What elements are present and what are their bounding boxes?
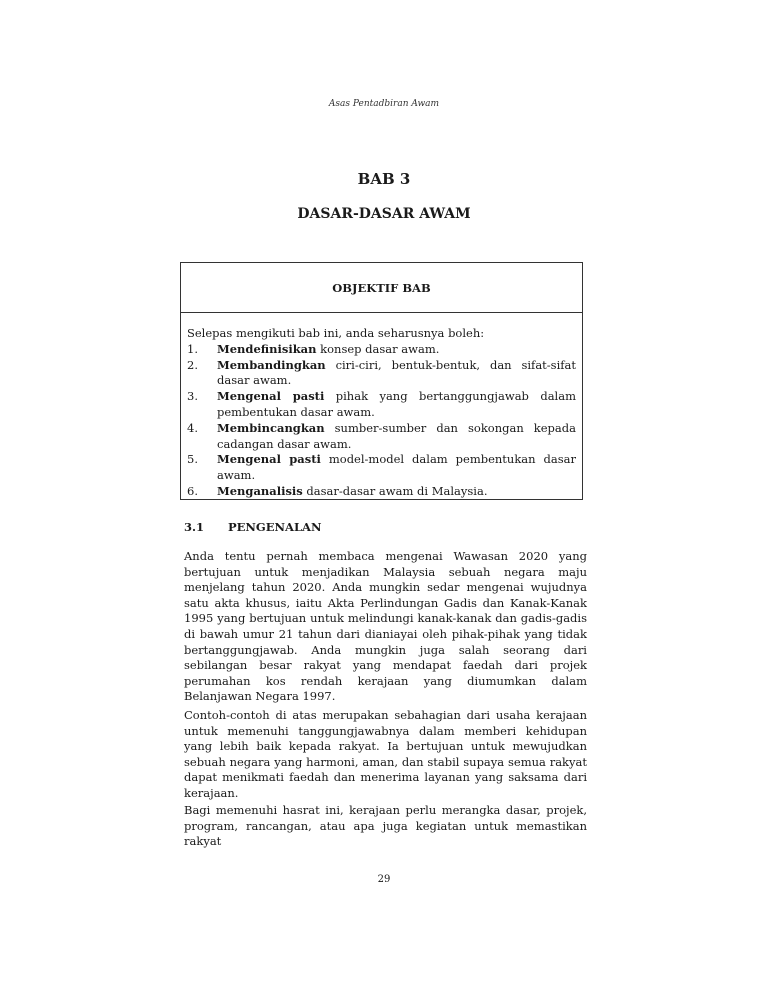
page-number: 29 [377, 874, 391, 885]
objective-rest: dasar-dasar awam di Malaysia. [302, 483, 488, 498]
running-header: Asas Pentadbiran Awam [328, 99, 440, 109]
list-item-number: 3. [187, 389, 198, 404]
objectives-intro: Selepas mengikuti bab ini, anda seharusnya boleh: [187, 326, 485, 340]
objectives-list [187, 342, 576, 500]
objectives-body [181, 313, 582, 500]
list-item [187, 484, 576, 500]
paragraph: Anda tentu pernah membaca mengenai Wawasan 2020 yang bertujuan untuk menjadikan Malaysia sebuah negara maju menjelang tahun 2020. Anda mungkin sedar mengenai wujudnya satu akta khusus, iaitu Akta Perlindungan Gadis dan Kanak-Kanak 1995 yang bertujuan untuk melindungi kanak-kanak dan gadis-gadis di bawah umur 21 tahun dari dianiayai oleh pihak-pihak yang tidak bertanggungjawab. Anda mungkin juga salah seorang dari sebilangan besar rakyat yang mendapat faedah dari projek perumahan kos rendah kerajaan yang diumumkan dalam Belanjawan Negara 1997. [184, 549, 587, 704]
objective-verb: Mengenal pasti [217, 389, 325, 404]
list-item-number: 4. [187, 420, 198, 435]
list-item [187, 421, 576, 453]
list-item-text [217, 358, 576, 390]
list-item-number: 2. [187, 357, 198, 372]
list-item [187, 389, 576, 421]
list-item-text [217, 342, 576, 358]
chapter-number: BAB 3 [357, 170, 411, 188]
objective-verb: Mengenal pasti [217, 452, 321, 467]
list-item [187, 452, 576, 484]
objective-verb: Membincangkan [217, 420, 325, 435]
objective-rest: pihak yang bertanggungjawab dalam pembentukan dasar awam. [217, 389, 576, 419]
list-item-number: 6. [187, 483, 198, 498]
list-item-text [217, 452, 576, 484]
section-heading [184, 520, 321, 534]
objective-verb: Mendefinisikan [217, 341, 317, 356]
paragraph: Contoh-contoh di atas merupakan sebahagian dari usaha kerajaan untuk memenuhi tanggungjawabnya dalam memberi kehidupan yang lebih baik kepada rakyat. Ia bertujuan untuk mewujudkan sebuah negara yang harmoni, aman, dan stabil supaya semua rakyat dapat menikmati faedah dan menerima layanan yang saksama dari kerajaan. [184, 708, 587, 800]
objectives-heading: OBJEKTIF BAB [181, 263, 582, 313]
list-item [187, 342, 576, 358]
objective-rest: model-model dalam pembentukan dasar awam. [217, 452, 576, 483]
list-item [187, 358, 576, 390]
objective-rest: sumber-sumber dan sokongan kepada cadangan dasar awam. [217, 420, 576, 451]
list-item-number: 1. [187, 341, 198, 356]
objectives-box [180, 262, 583, 500]
list-item-text [217, 484, 576, 500]
section-number: 3.1 [184, 520, 205, 534]
paragraph: Bagi memenuhi hasrat ini, kerajaan perlu merangka dasar, projek, program, rancangan, atau apa juga kegiatan untuk memastikan rakyat [184, 803, 587, 849]
list-item-number: 5. [187, 452, 198, 467]
chapter-title: DASAR-DASAR AWAM [297, 206, 471, 222]
objective-verb: Membandingkan [217, 357, 326, 372]
objective-verb: Menganalisis [217, 483, 303, 498]
objective-rest: konsep dasar awam. [316, 341, 440, 356]
list-item-text [217, 421, 576, 453]
objective-rest: ciri-ciri, bentuk-bentuk, dan sifat-sifat dasar awam. [217, 357, 576, 388]
list-item-text [217, 389, 576, 421]
section-title: PENGENALAN [228, 520, 322, 534]
